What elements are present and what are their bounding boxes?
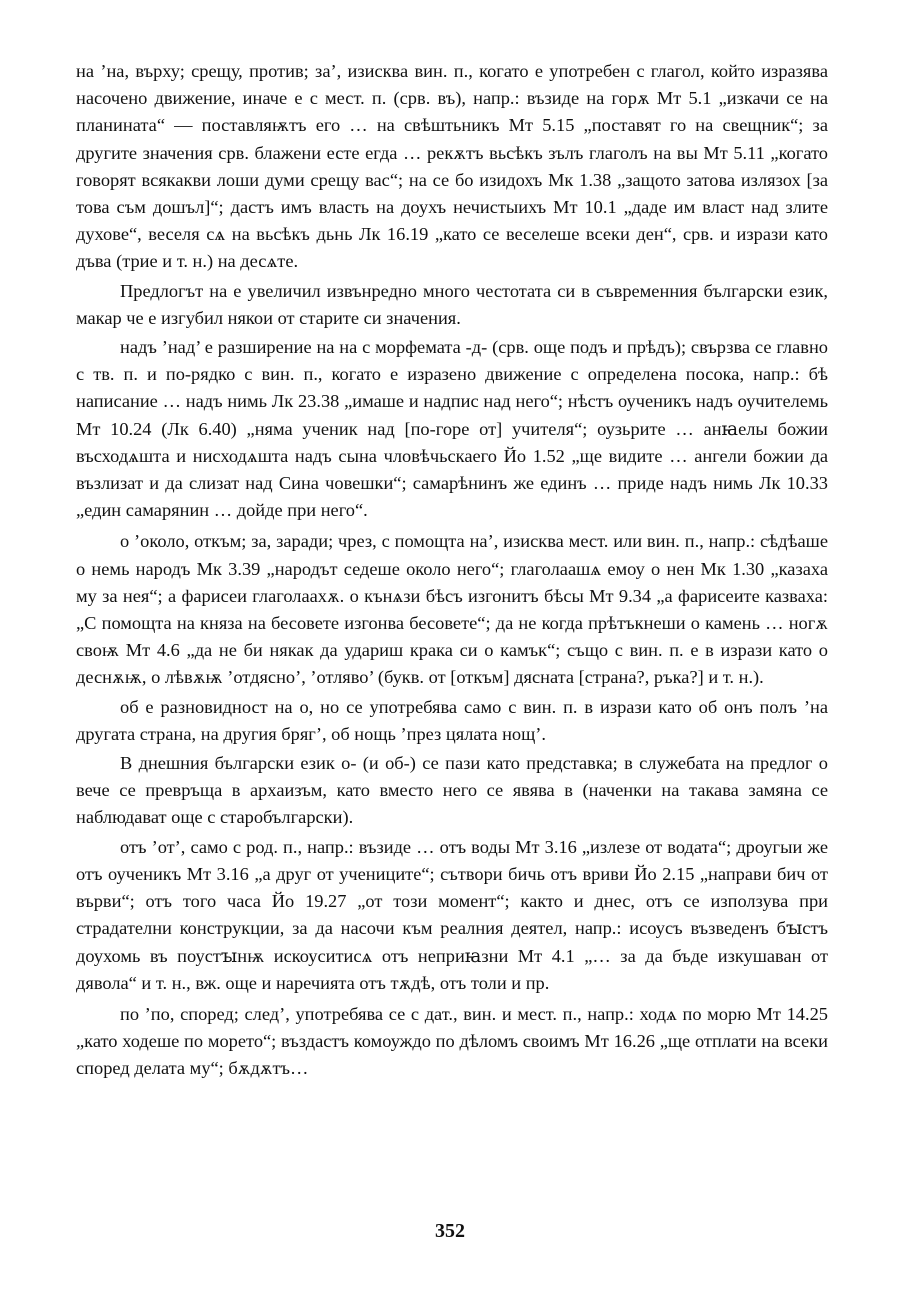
document-page (76, 58, 828, 1085)
entry-po: по ʼпо, според; след’, употребява се с дат., вин. и мест. п., напр.: ходѧ по морю Мт 14.25 „като ходеше по морето“; въздастъ комоуждо по дѣломъ своимъ Мт 16.26 „ще отплати на всеки според делата му“; бѫдѫтъ… (76, 1003, 828, 1079)
entry-ob: об е разновидност на о, но се употребява само с вин. п. в изрази като об онъ полъ ʼна другата страна, на другия бряг’, об нощь ʼпрез цялата нощ’. (76, 696, 828, 744)
entry-na: на ʼна, върху; срещу, против; за’, изисква вин. п., когато е употребен с глагол, който изразява насочено движение, иначе е с мест. п. (срв. въ), напр.: възиде на горѫ Мт 5.1 „изкачи се на планината“ — поставляѭтъ его … на свѣштьникъ Мт 5.15 „поставят го на свещник“; за другите значения срв. блажени есте егда … рекѫтъ вьсѣкъ зълъ глаголъ на вы Мт 5.11 „когато говорят всякакви лоши думи срещу вас“; на се бо изидохъ Мк 1.38 „защото затова излязох [за това съм дошъл]“; дастъ имъ власть на доухъ нечистыихъ Мт 10.1 „даде им власт над злите духове“, веселя сѧ на вьсѣкъ дьнь Лк 16.19 „като се веселеше всеки ден“, срв. и изрази като дъва (трие и т. н.) на десѧте. (76, 61, 828, 272)
entry-o: о ʼоколо, откъм; за, заради; чрез, с помощта на’, изисква мест. или вин. п., напр.: сѣдѣаше о немь народъ Мк 3.39 „народът седеше около него“; глаголаашѧ емоу о нен Мк 1.30 „казаха му за нея“; а фарисеи глаголаахѫ. о кънѧзи бѣсъ изгонитъ бѣсы Мт 9.34 „а фарисеите казваха: „С помощта на княза на бесовете изгонва бесовете“; да не когда прѣтъкнеши о камень … ногѫ своѭ Мт 4.6 „да не би някак да удариш крака си о камък“; също с вин. п. е в изрази като о деснѫѭ, о лѣвѫѭ ʼотдясно’, ʼотляво’ (букв. от [откъм] дясната [страна?, ръка?] и т. н.). (76, 531, 828, 688)
paragraph-o-modern: В днешния български език о- (и об-) се пази като представка; в служебата на предлог о вече се превръща в архаизъм, като вместо него се явява в (наченки на такава замяна се наблюдават още с старобългарски). (76, 753, 828, 828)
page-number: 352 (435, 1220, 465, 1242)
entry-ot: отъ ʼот’, само с род. п., напр.: възиде … отъ воды Мт 3.16 „излезе от водата“; дроугыи же отъ оученикъ Мт 3.16 „а друг от учениците“; сътвори бичь отъ вриви Йо 2.15 „направи бич от върви“; отъ того часа Йо 19.27 „от този момент“; както и днес, отъ се използува при страдателни конструкции, за да насочи към реалния деятел, напр.: исоусъ възведенъ бꙑстъ доухомь въ поустꙑнѭ искоуситисѧ отъ неприꙗзни Мт 4.1 „… за да бъде изкушаван от дявола“ и т. н., вж. още и наречията отъ тѫдѣ, отъ толи и пр. (76, 836, 828, 993)
paragraph-na-frequency: Предлогът на е увеличил извънредно много честотата си в съвременния български език, макар че е изгубил някои от старите си значения. (76, 280, 828, 328)
entry-nad: надъ ʼнад’ е разширение на на с морфемата -д- (срв. още подъ и прѣдъ); свързва се главно с тв. п. и по-рядко с вин. п., когато е изразено движение с определена посока, напр.: бѣ написание … надъ нимь Лк 23.38 „имаше и надпис над него“; нѣстъ оученикъ надъ оучителемь Мт 10.24 (Лк 6.40) „няма ученик над [по-горе от] учителя“; оузьрите … анꙗелы божии въсходѧшта и нисходѧшта надъ сына чловѣчьскаего Йо 1.52 „ще видите … ангели божии да възлизат и да слизат над Сина човешки“; самарѣнинъ же единъ … приде надъ нимь Лк 10.33 „един самарянин … дойде при него“. (76, 337, 828, 521)
